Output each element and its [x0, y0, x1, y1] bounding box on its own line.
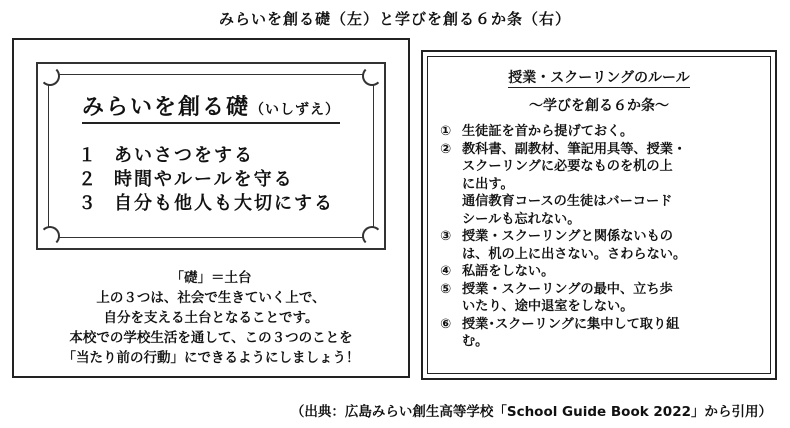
- rule-item: [440, 316, 762, 351]
- heading-underlined: [82, 95, 340, 124]
- corner-ornament: [362, 66, 382, 86]
- note-line: 本校での学校生活を通して、この３つのことを: [69, 330, 353, 346]
- rule-number: ⑥: [440, 316, 452, 332]
- note-line: 「礎」＝土台: [170, 270, 252, 286]
- rule-text: 教科書、副教材、筆記用具等、授業・ スクーリングに必要なものを机の上 に出す。 通信教育コースの生徒はバーコード シールも忘れない。: [462, 141, 687, 227]
- item-text: あいさつをする: [114, 145, 254, 166]
- foundation-panel: [12, 38, 410, 378]
- rule-item: [440, 141, 762, 229]
- rules-list: [440, 123, 762, 351]
- rule-text: 生徒証を首から提げておく。: [462, 124, 634, 139]
- note-line: 上の３つは、社会で生きていく上で、: [96, 290, 326, 306]
- note-line: 「当たり前の行動」にできるようにしましょう！: [62, 350, 360, 366]
- corner-ornament: [362, 226, 382, 246]
- rule-text: 授業・スクーリングの最中、立ち歩 いたり、途中退室をしない。: [462, 281, 673, 314]
- page-title: みらいを創る礎（左）と学びを創る６か条（右）: [218, 10, 571, 28]
- list-item: [78, 168, 334, 192]
- rule-item: [440, 228, 762, 263]
- rule-item: [440, 281, 762, 316]
- heading-text: みらいを創る礎: [81, 95, 250, 120]
- foundation-list: [78, 144, 334, 216]
- rule-number: ④: [440, 264, 452, 279]
- rule-text: 授業･スクーリングに集中して取り組 む。: [462, 316, 680, 349]
- corner-ornament: [40, 226, 60, 246]
- rule-text: 授業・スクーリングと関係ないもの は、机の上に出さない。さわらない。: [462, 229, 687, 262]
- rule-number: ③: [440, 229, 452, 244]
- rule-text: 私語をしない。: [462, 264, 555, 279]
- plaque-heading: [38, 90, 384, 121]
- source-citation: （出典：広島みらい創生高等学校「School Guide Book 2022」から引用）: [290, 404, 772, 420]
- rules-subtitle: ～学びを創る６か条～: [529, 98, 669, 114]
- rule-item: [440, 263, 762, 281]
- note-line: 自分を支える土台となることです。: [103, 310, 319, 326]
- foundation-plaque: [36, 62, 386, 250]
- item-text: 時間やルールを守る: [114, 169, 294, 190]
- list-item: [78, 192, 334, 216]
- item-text: 自分も他人も大切にする: [114, 193, 334, 214]
- rule-item: [440, 123, 762, 141]
- rules-title-text: 授業・スクーリングのルール: [508, 70, 690, 86]
- rule-number: ②: [440, 141, 452, 157]
- rules-inner-frame: [427, 56, 771, 374]
- list-item: [78, 144, 334, 168]
- corner-ornament: [40, 66, 60, 86]
- heading-furigana: （いしずえ）: [250, 102, 340, 118]
- rules-panel: [421, 50, 777, 380]
- foundation-note: [14, 268, 408, 368]
- item-number: ２: [78, 169, 98, 190]
- item-number: ３: [78, 193, 98, 214]
- rules-title: [428, 67, 770, 87]
- rule-number: ①: [440, 124, 452, 139]
- item-number: １: [78, 145, 98, 166]
- rule-number: ⑤: [440, 281, 452, 297]
